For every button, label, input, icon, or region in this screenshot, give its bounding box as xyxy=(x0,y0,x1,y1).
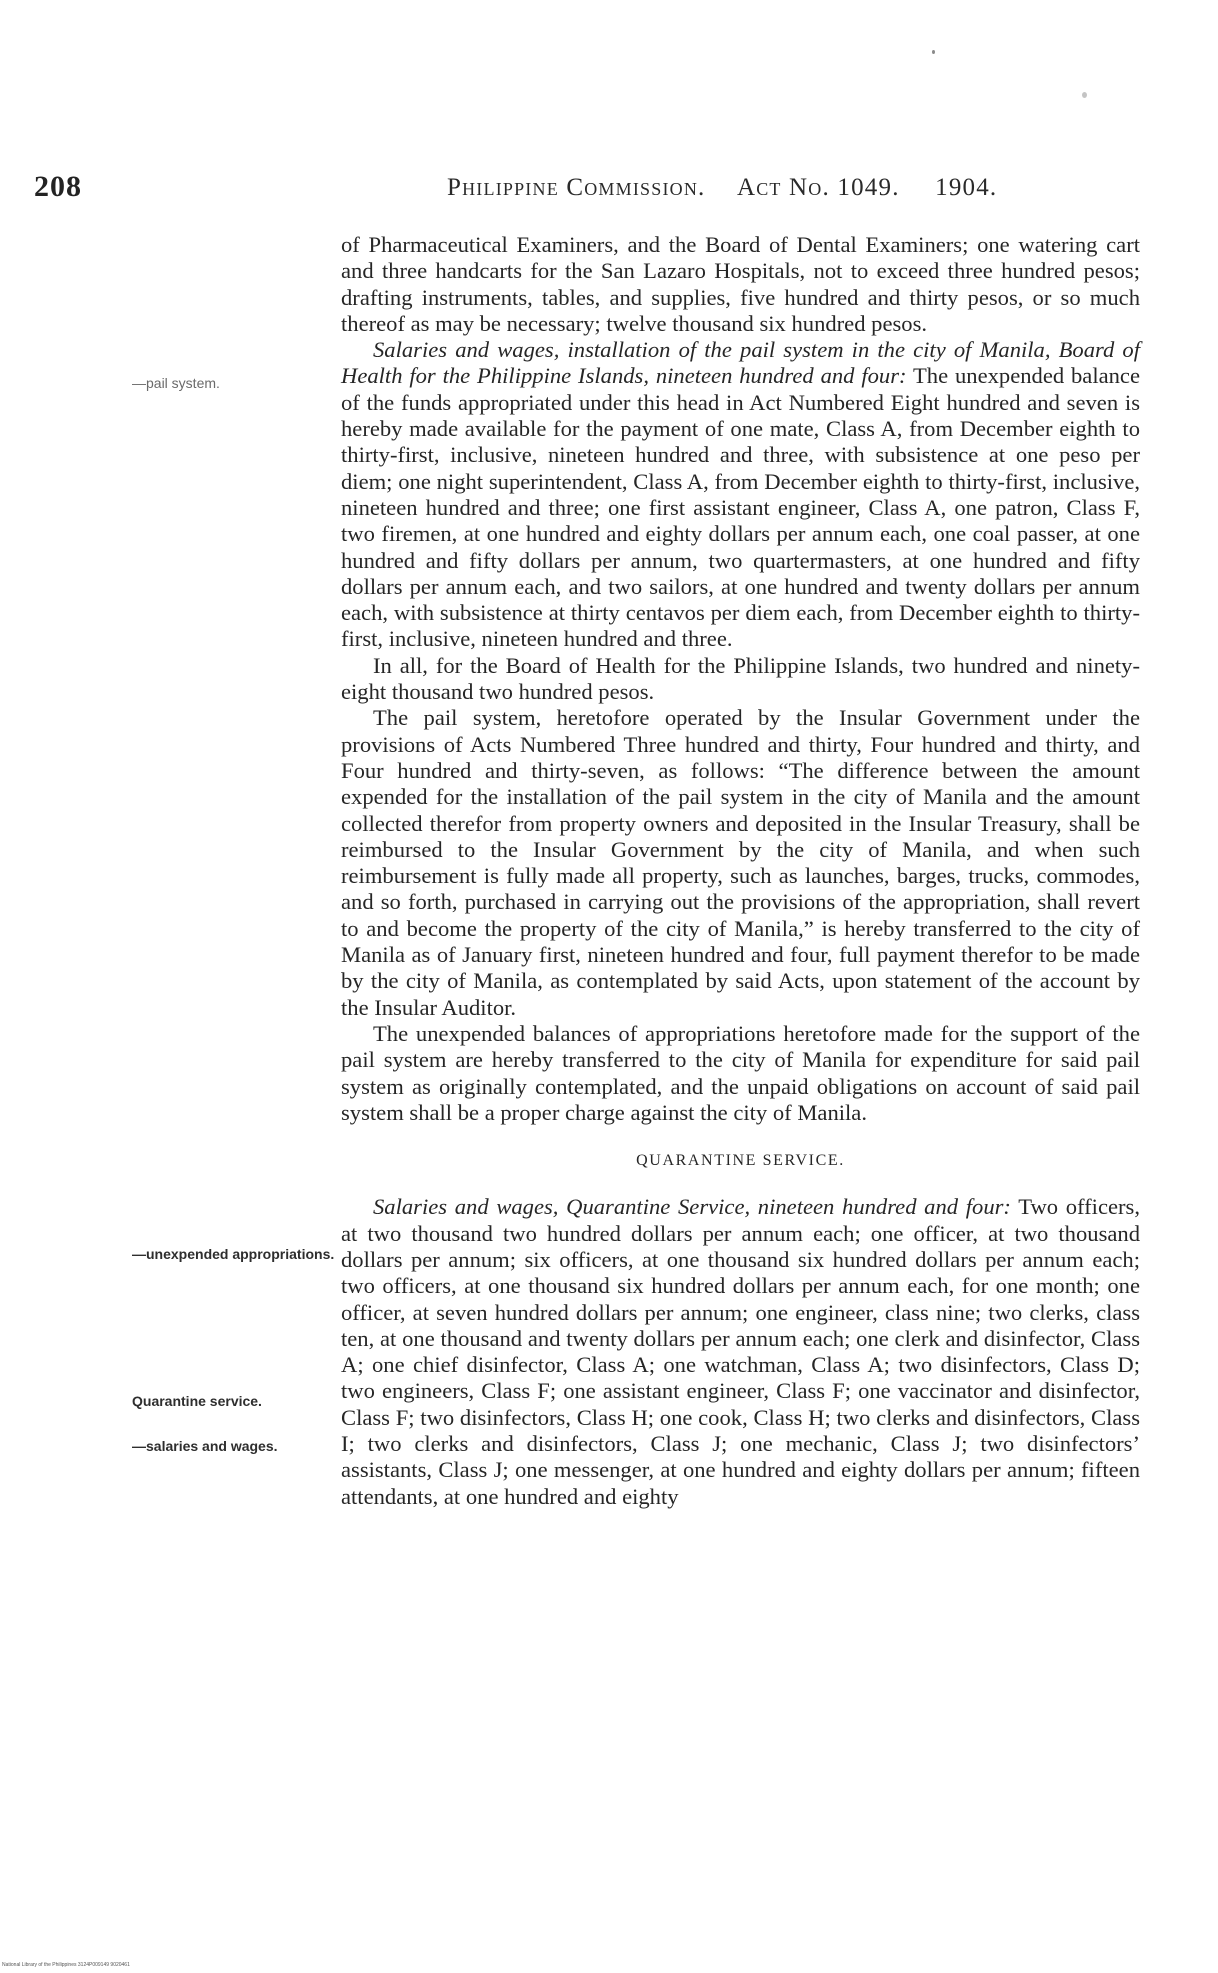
margin-note-salaries-and-wages: —salaries and wages. xyxy=(132,1438,278,1454)
scan-speck xyxy=(932,50,935,54)
body-text xyxy=(341,232,1140,1510)
paragraph-board-of-health-total: In all, for the Board of Health for the Philippine Islands, two hundred and ninety-eight thousand two hundred pesos. xyxy=(341,652,1140,705)
margin-note-unexpended-appropriations: —unexpended appropriations. xyxy=(132,1246,335,1262)
section-heading-quarantine: QUARANTINE SERVICE. xyxy=(636,1152,845,1170)
page-number: 208 xyxy=(34,170,82,203)
running-head xyxy=(447,174,997,202)
paragraph-pail-system-heading: Salaries and wages, installation of the pail system in the city of Manila, Board of Health for the Philippine Islands, nineteen hundred and four: xyxy=(341,337,1140,389)
margin-note-quarantine-service: Quarantine service. xyxy=(132,1393,262,1409)
paragraph-board-examiners: of Pharmaceutical Examiners, and the Board of Dental Examiners; one watering cart and three handcarts for the San Lazaro Hospitals, not to exceed three hundred pesos; drafting instruments, tables, and supplies, five hundred and thirty pesos, or so much thereof as may be necessary; twelve thousand six hundred pesos. xyxy=(341,232,1140,336)
margin-note-pail-system: —pail system. xyxy=(132,375,220,391)
paragraph-quarantine-text: Two officers, at two thousand two hundred dollars per annum each; one officer, at two thousand dollars per annum; six officers, at one thousand six hundred dollars per annum each; two officers, at one thousand six hundred dollars per annum each, for one month; one officer, at seven hundred dollars per annum; one engineer, class nine; two clerks, class ten, at one thousand and twenty dollars per annum each; one clerk and disinfector, Class A; one chief disinfector, Class A; one watchman, Class A; two disinfectors, Class D; two engineers, Class F; one assistant engineer, Class F; one vaccinator and disinfector, Class F; two disinfectors, Class H; one cook, Class H; two clerks and disinfectors, Class I; two clerks and disinfectors, Class J; one mechanic, Class J; two disinfectors’ assistants, Class J; one messenger, at one hundred and eighty dollars per annum; fifteen attendants, at one hundred and eighty xyxy=(341,1194,1140,1509)
footer-credit: National Library of the Philippines 3124P009149 9020461 xyxy=(2,1962,130,1968)
running-head-year: 1904. xyxy=(935,174,998,201)
running-head-title: Philippine Commission. xyxy=(447,174,706,201)
running-head-act: Act No. 1049. xyxy=(736,174,900,201)
scan-speck xyxy=(1082,92,1087,98)
paragraph-pail-system-salaries xyxy=(341,337,1140,653)
paragraph-quarantine-salaries xyxy=(341,1194,1140,1510)
paragraph-unexpended-balances: The unexpended balances of appropriations heretofore made for the support of the pail system are hereby transferred to the city of Manila for expenditure for said pail system as originally contemplated, and the unpaid obligations on account of said pail system shall be a proper charge against the city of Manila. xyxy=(341,1020,1140,1125)
paragraph-quarantine-heading: Salaries and wages, Quarantine Service, nineteen hundred and four: xyxy=(373,1194,1011,1220)
paragraph-pail-system-transfer: The pail system, heretofore operated by the Insular Government under the provisions of Acts Numbered Three hundred and thirty, Four hundred and thirty, and Four hundred and thirty-seven, as follows: “The difference between the amount expended for the installation of the pail system in the city of Manila and the amount collected therefor from property owners and deposited in the Insular Treasury, shall be reimbursed to the Insular Government by the city of Manila, and when such reimbursement is fully made all property, such as launches, barges, trucks, commodes, and so forth, purchased in carrying out the provisions of the appropriation, shall revert to and become the property of the city of Manila,” is hereby transferred to the city of Manila as of January first, nineteen hundred and four, full payment therefor to be made by the city of Manila, as contemplated by said Acts, upon statement of the account by the Insular Auditor. xyxy=(341,705,1140,1020)
paragraph-pail-system-text: The unexpended balance of the funds appropriated under this head in Act Numbered Eight hundred and seven is hereby made available for the payment of one mate, Class A, from December eighth to thirty-first, inclusive, nineteen hundred and three, with subsistence at one peso per diem; one night superintendent, Class A, from December eighth to thirty-first, inclusive, nineteen hundred and three; one first assistant engineer, Class A, one patron, Class F, two firemen, at one hundred and eighty dollars per annum each, one coal passer, at one hundred and fifty dollars per annum, two quartermasters, at one hundred and fifty dollars per annum each, and two sailors, at one hundred and twenty dollars per annum each, with subsistence at thirty centavos per diem each, from December eighth to thirty-first, inclusive, nineteen hundred and three. xyxy=(341,363,1140,652)
